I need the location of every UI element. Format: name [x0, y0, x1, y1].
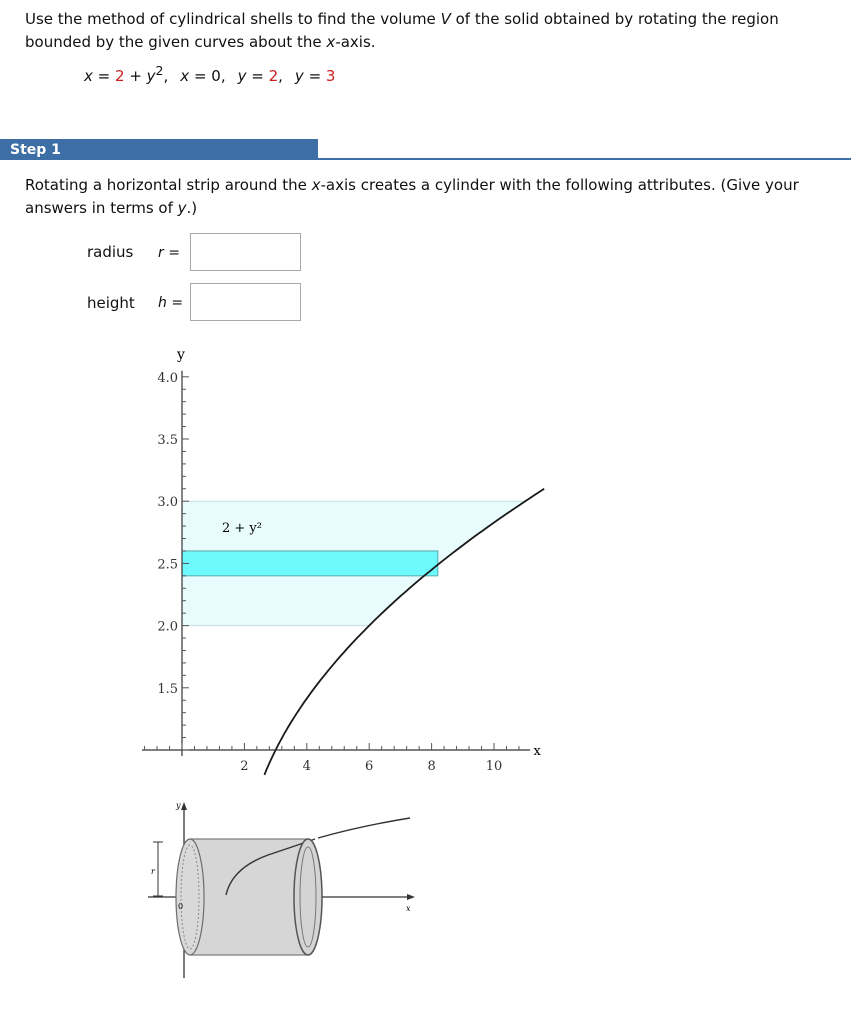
- diagram-y-arrow: [181, 802, 187, 810]
- y-tick-label: 3.5: [157, 433, 178, 448]
- step-label: Step 1: [10, 142, 61, 158]
- y-tick-label: 2.0: [157, 619, 178, 635]
- region-graph: [142, 347, 544, 775]
- y-tick-label: 1.5: [157, 681, 178, 697]
- radius-marker-label: r: [151, 867, 155, 876]
- radius-label: radius: [87, 243, 134, 261]
- x-tick-labels: [240, 759, 502, 774]
- height-variable: h =: [158, 295, 184, 311]
- x-tick-label: 6: [365, 759, 374, 774]
- diagram-y-label: y: [176, 801, 181, 810]
- cylinder-body: [190, 839, 308, 955]
- cylinder-front-face: [294, 839, 322, 955]
- y-tick-label: 3.0: [157, 495, 178, 511]
- x-tick-label: 4: [302, 759, 311, 774]
- diagram-x-arrow: [407, 894, 415, 900]
- y-axis-label: y: [177, 346, 185, 363]
- horizontal-strip: [182, 551, 438, 576]
- x-tick-label: 8: [427, 759, 436, 774]
- x-axis-label: x: [533, 744, 541, 759]
- curve-label: 2 + y²: [222, 521, 262, 536]
- diagram-curve-outside: [318, 818, 410, 838]
- y-tick-label: 2.5: [157, 557, 178, 573]
- height-label: height: [87, 294, 135, 312]
- question-text: Use the method of cylindrical shells to find the volume V of the solid obtained by rotating the region bounded by the given curves about the x-axis.: [25, 10, 779, 51]
- diagram-origin-label: 0: [178, 902, 184, 911]
- given-curves: $x = 2 + y^2$, x = 0, y = 2, y = 3: [84, 63, 336, 85]
- x-tick-label: 10: [485, 759, 503, 774]
- cylinder-back-face: [176, 839, 204, 955]
- y-tick-label: 4.0: [157, 370, 178, 386]
- cylinder-diagram: [148, 801, 415, 978]
- radius-variable: r =: [158, 245, 180, 261]
- y-tick-labels: [157, 371, 178, 697]
- instruction-text: Rotating a horizontal strip around the x-axis creates a cylinder with the following attributes. (Give your answers in terms of y.): [25, 176, 799, 217]
- x-tick-label: 2: [240, 759, 249, 774]
- diagram-x-label: x: [406, 904, 411, 913]
